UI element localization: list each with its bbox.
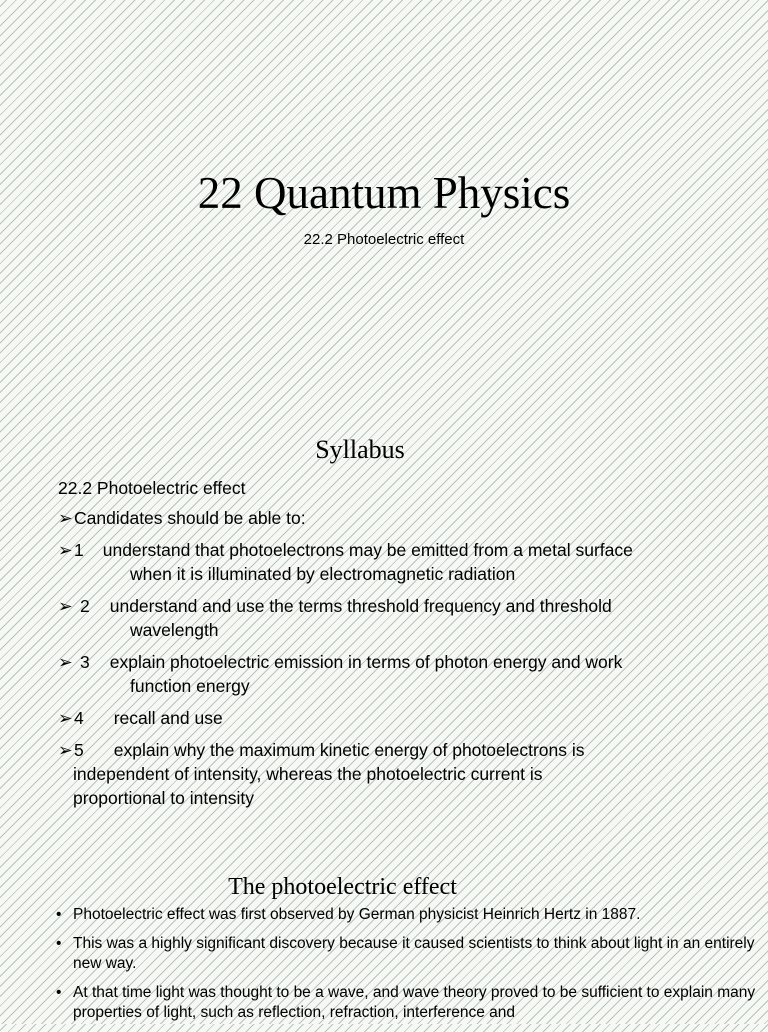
item-text-cont: when it is illuminated by electromagnetic radiation (130, 564, 516, 584)
arrow-bullet-icon: ➢ (58, 596, 73, 616)
list-item (56, 983, 756, 1023)
list-item (58, 706, 748, 730)
syllabus-heading: Syllabus (315, 435, 405, 464)
list-item (56, 905, 756, 925)
bullet-text: Photoelectric effect was first observed by German physicist Heinrich Hertz in 1887. (73, 906, 641, 923)
item-text: understand that photoelectrons may be emitted from a metal surface (102, 540, 633, 560)
list-item (58, 738, 748, 810)
bullet-text: This was a highly significant discovery because it caused scientists to think about light in an entirely new way. (73, 935, 755, 972)
arrow-bullet-icon: ➢ (58, 540, 73, 560)
list-item (58, 506, 748, 530)
item-text-cont: wavelength (130, 620, 219, 640)
bullet-list (56, 905, 756, 1032)
bullet-dot-icon: • (56, 984, 62, 1001)
item-text: understand and use the terms threshold frequency and threshold (109, 596, 612, 616)
arrow-bullet-icon: ➢ (58, 508, 73, 528)
item-text-cont: function energy (130, 676, 250, 696)
arrow-bullet-icon: ➢ (58, 740, 73, 760)
item-text: recall and use (113, 708, 223, 728)
item-text-cont: independent of intensity, whereas the photoelectric current is (73, 764, 543, 784)
syllabus-slide (0, 420, 768, 850)
bullet-dot-icon: • (56, 935, 62, 952)
item-number: 5 (74, 740, 84, 760)
item-number: 1 (74, 540, 84, 560)
arrow-bullet-icon: ➢ (58, 708, 73, 728)
title-slide (0, 0, 768, 420)
bullet-text: At that time light was thought to be a wave, and wave theory proved to be sufficient to explain many properties of light, such as reflection, refraction, interference and (73, 984, 756, 1021)
syllabus-body (58, 476, 748, 810)
list-item (58, 594, 748, 642)
list-item (58, 650, 748, 698)
syllabus-section: 22.2 Photoelectric effect (58, 478, 246, 498)
syllabus-intro: Candidates should be able to: (74, 508, 306, 528)
photoelectric-heading: The photoelectric effect (228, 874, 457, 900)
arrow-bullet-icon: ➢ (58, 652, 73, 672)
bullet-dot-icon: • (56, 906, 62, 923)
item-number: 3 (80, 652, 90, 672)
list-item (56, 934, 756, 974)
photoelectric-slide (0, 860, 768, 1024)
item-text: explain photoelectric emission in terms of photon energy and work (109, 652, 623, 672)
subtitle: 22.2 Photoelectric effect (303, 231, 465, 248)
page-title: 22 Quantum Physics (197, 168, 571, 218)
list-item (58, 538, 748, 586)
item-text-cont: proportional to intensity (73, 788, 254, 808)
item-text: explain why the maximum kinetic energy of photoelectrons is (113, 740, 585, 760)
item-number: 2 (80, 596, 90, 616)
item-number: 4 (74, 708, 84, 728)
